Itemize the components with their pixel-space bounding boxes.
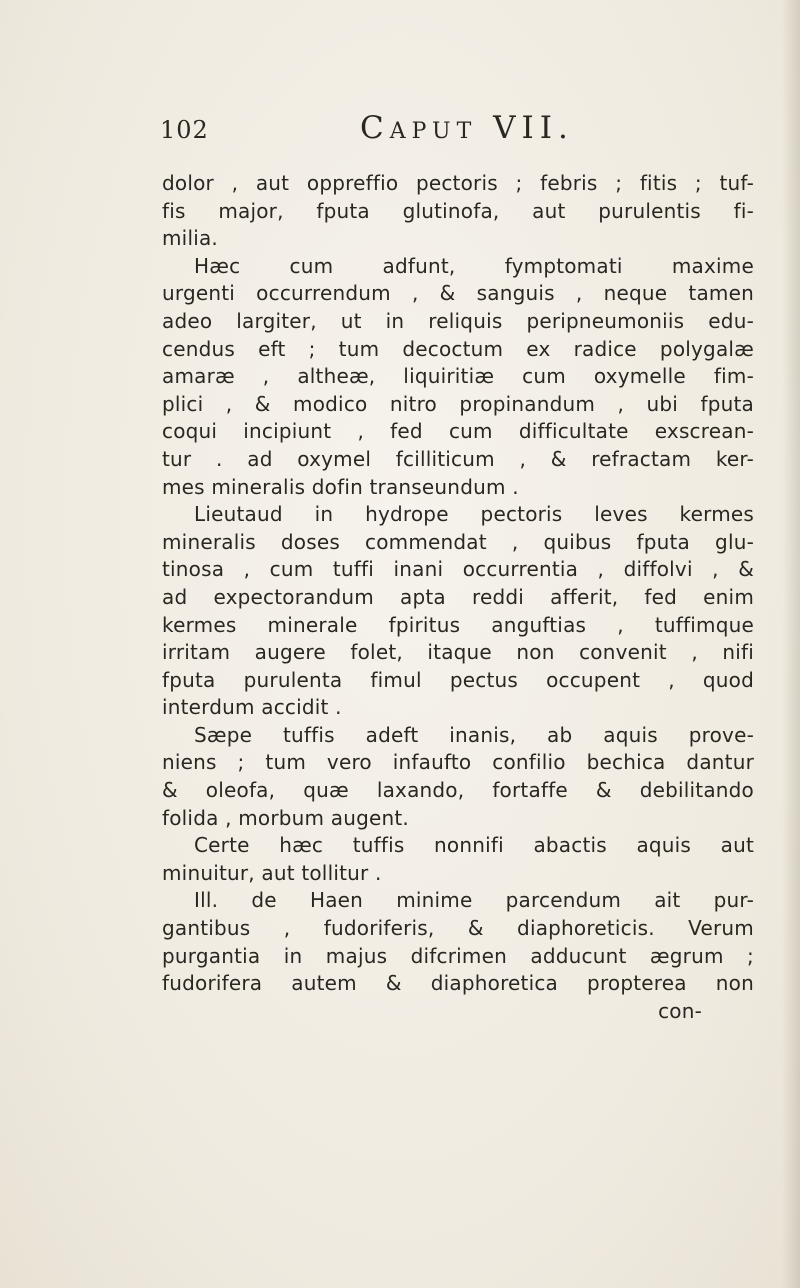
- text-line: mineralis doses commendat , quibus fputa glu-: [162, 529, 754, 554]
- text-line: fputa purulenta fimul pectus occupent , quod: [162, 667, 754, 692]
- text-line: Ill. de Haen minime parcendum ait pur-: [194, 888, 754, 913]
- text-line: mes mineralis dofin transeundum .: [162, 474, 519, 499]
- text-line: amaræ , altheæ, liquiritiæ cum oxymelle fim-: [162, 364, 754, 389]
- text-line: & oleofa, quæ laxando, fortaffe & debilitando: [162, 778, 754, 803]
- text-line: urgenti occurrendum , & sanguis , neque tamen: [162, 281, 754, 306]
- text-line: Certe hæc tuffis nonnifi abactis aquis aut: [194, 833, 754, 858]
- page-edge-shadow: [782, 0, 800, 1288]
- text-line: Lieutaud in hydrope pectoris leves kermes: [194, 502, 754, 527]
- text-line: cendus eft ; tum decoctum ex radice polygalæ: [162, 336, 754, 361]
- text-line: fudorifera autem & diaphoretica propterea non: [162, 971, 754, 996]
- catchword: con-: [658, 998, 702, 1023]
- text-line: purgantia in majus difcrimen adducunt ægrum ;: [162, 943, 754, 968]
- text-line: tur . ad oxymel fcilliticum , & refractam ker-: [162, 446, 754, 471]
- text-line: ad expectorandum apta reddi afferit, fed enim: [162, 584, 754, 609]
- text-line: kermes minerale fpiritus anguftias , tuffimque: [162, 612, 754, 637]
- page-number: 102: [160, 116, 209, 144]
- body-text: [162, 170, 754, 1025]
- text-line: interdum accidit .: [162, 695, 342, 720]
- text-line: gantibus , fudoriferis, & diaphoreticis. Verum: [162, 916, 754, 941]
- text-line: irritam augere folet, itaque non convenit , nifi: [162, 640, 754, 665]
- text-line: folida , morbum augent.: [162, 805, 409, 830]
- text-line: minuitur, aut tollitur .: [162, 860, 382, 885]
- text-line: coqui incipiunt , fed cum difficultate exscrean-: [162, 419, 754, 444]
- text-line: niens ; tum vero infaufto confilio bechica dantur: [162, 750, 754, 775]
- text-line: tinosa , cum tuffi inani occurrentia , diffolvi , &: [162, 557, 754, 582]
- text-line: fis major, fputa glutinofa, aut purulentis fi-: [162, 198, 754, 223]
- running-head: Caput VII.: [360, 110, 574, 146]
- text-line: dolor , aut oppreffio pectoris ; febris ; fitis ; tuf-: [162, 171, 754, 195]
- text-line: Hæc cum adfunt, fymptomati maxime: [194, 253, 754, 278]
- text-line: Sæpe tuffis adeft inanis, ab aquis prove-: [194, 722, 754, 747]
- text-line: adeo largiter, ut in reliquis peripneumoniis edu-: [162, 308, 754, 333]
- text-line: milia.: [162, 226, 218, 251]
- page-header: [160, 110, 720, 150]
- text-line: plici , & modico nitro propinandum , ubi fputa: [162, 391, 754, 416]
